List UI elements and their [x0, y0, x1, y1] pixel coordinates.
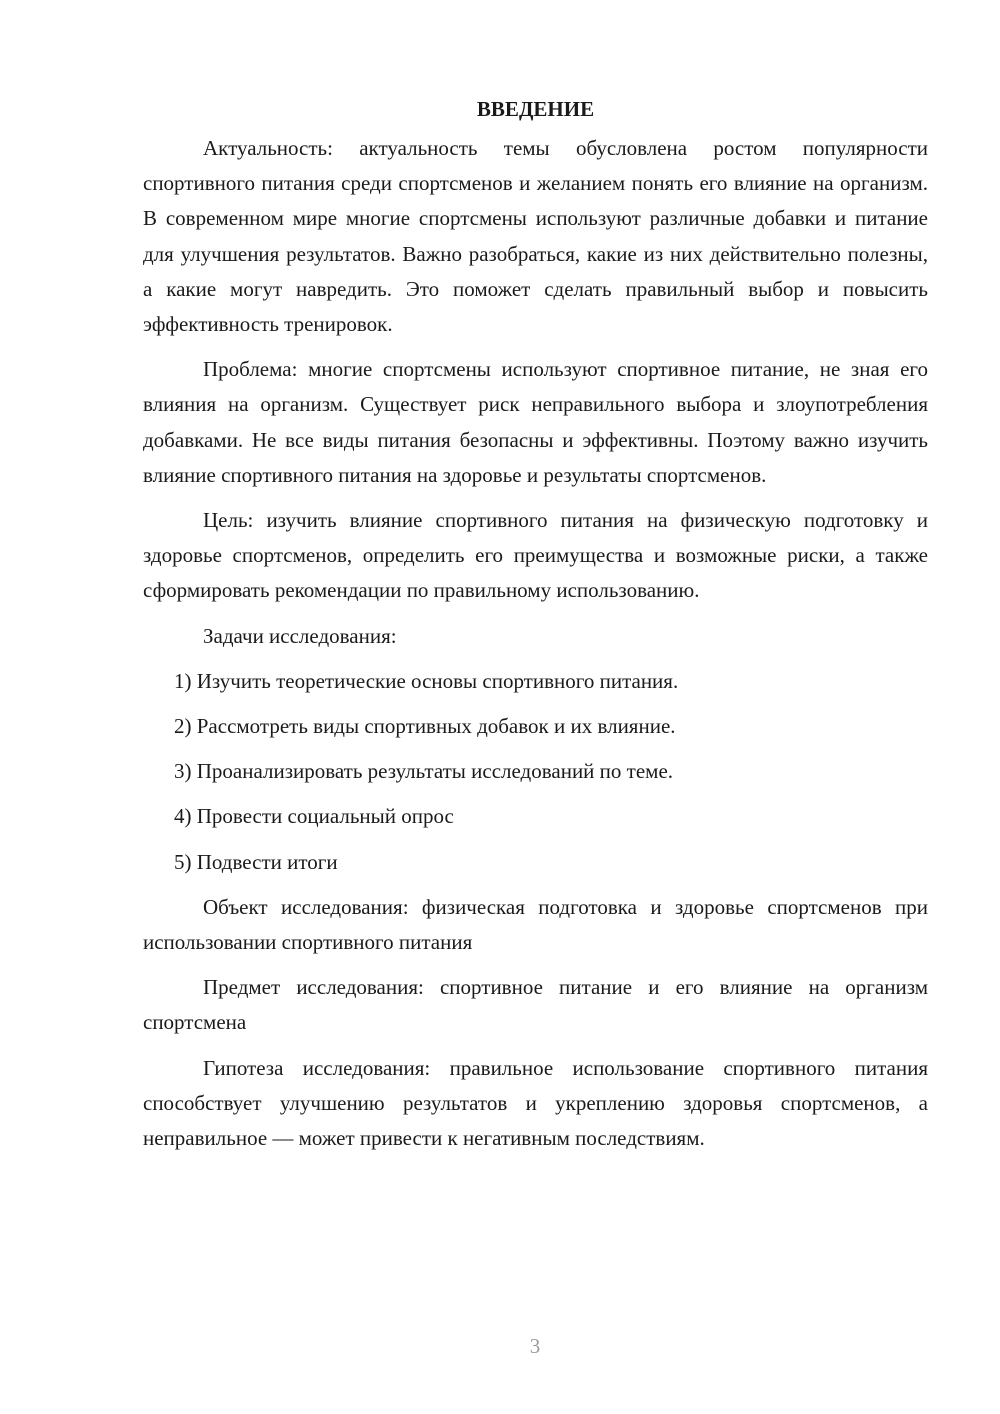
- page-number: 3: [529, 1334, 541, 1358]
- list-item: 4) Провести социальный опрос: [174, 804, 454, 829]
- list-item: 3) Проанализировать результаты исследований по теме.: [174, 759, 674, 784]
- tasks-list: [143, 664, 928, 880]
- tasks-title: Задачи исследования:: [203, 623, 397, 648]
- list-item: 5) Подвести итоги: [174, 849, 338, 874]
- problem-paragraph: Проблема: многие спортсмены используют спортивное питание, не зная его влияния на организм. Существует риск неправильного выбора и злоупотребления добавками. Не все виды питания безопасны и эффективны. Поэтому важно изучить влияние спортивного питания на здоровье и результаты спортсменов.: [143, 357, 928, 487]
- list-item: 1) Изучить теоретические основы спортивного питания.: [174, 668, 679, 693]
- relevance-paragraph: Актуальность: актуальность темы обусловлена ростом популярности спортивного питания среди спортсменов и желанием понять его влияние на организм. В современном мире многие спортсмены используют различные добавки и питание для улучшения результатов. Важно разобраться, какие из них действительно полезны, а какие могут навредить. Это поможет сделать правильный выбор и повысить эффективность тренировок.: [143, 136, 928, 337]
- goal-paragraph: Цель: изучить влияние спортивного питания на физическую подготовку и здоровье спортсменов, определить его преимущества и возможные риски, а также сформировать рекомендации по правильному использованию.: [143, 508, 928, 603]
- hypothesis-paragraph: Гипотеза исследования: правильное использование спортивного питания способствует улучшению результатов и укреплению здоровья спортсменов, а неправильное — может привести к негативным последствиям.: [143, 1055, 928, 1151]
- subject-paragraph: Предмет исследования: спортивное питание и его влияние на организм спортсмена: [143, 975, 928, 1035]
- section-heading: ВВЕДЕНИЕ: [476, 97, 595, 121]
- document-page: [143, 92, 928, 1166]
- list-item: 2) Рассмотреть виды спортивных добавок и их влияние.: [174, 714, 676, 739]
- object-paragraph: Объект исследования: физическая подготовка и здоровье спортсменов при использовании спортивного питания: [143, 894, 928, 955]
